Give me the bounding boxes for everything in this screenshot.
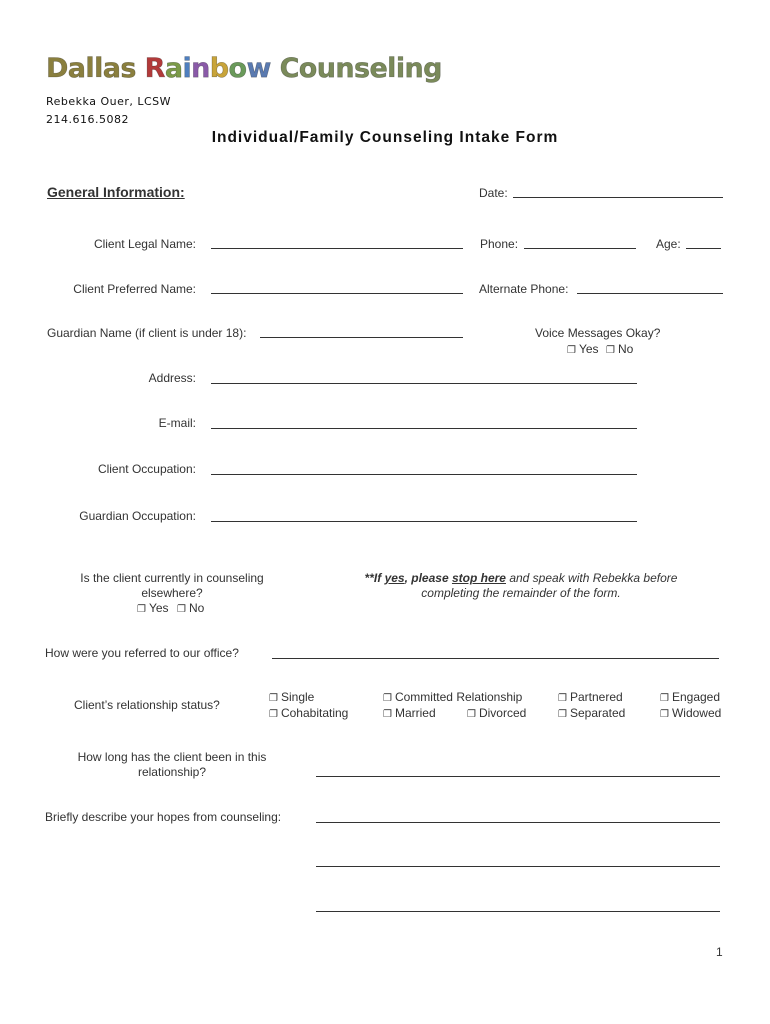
guardian-occupation-label: Guardian Occupation: [79,509,196,523]
status-cohabitating-option[interactable] [269,706,348,720]
note-suffix: and speak with Rebekka before [505,571,678,585]
voice-messages-label: Voice Messages Okay? [535,326,661,340]
status-separated-option[interactable] [558,706,625,720]
voice-no-label: No [617,342,634,356]
address-field[interactable] [211,383,637,384]
age-field[interactable] [686,248,721,249]
counseling-no-label: No [188,601,205,615]
status-committed-option[interactable] [383,690,522,704]
phone-label: Phone: [480,237,519,251]
status-married-label: Married [394,706,436,720]
relationship-label: Client’s relationship status? [74,698,220,712]
checkbox-icon[interactable]: ❐ [383,709,392,720]
checkbox-icon[interactable]: ❐ [660,709,669,720]
status-single-option[interactable] [269,690,314,704]
counseling-note [330,571,712,585]
counselor-name: Rebekka Ouer, LCSW [46,95,172,108]
occupation-field[interactable] [211,474,637,475]
checkbox-icon[interactable]: ❐ [269,709,278,720]
phone-field[interactable] [524,248,636,249]
checkbox-icon[interactable]: ❐ [567,345,576,356]
referred-field[interactable] [272,658,719,659]
logo-part: n [191,53,210,84]
hopes-field-line2[interactable] [316,866,720,867]
howlong-label-line2: relationship? [137,765,207,779]
status-committed-label: Committed Relationship [394,690,523,704]
logo-part: R [144,53,165,84]
counseling-question-line1: Is the client currently in counseling [80,571,264,585]
occupation-label: Client Occupation: [97,462,196,476]
alt-phone-field[interactable] [577,293,723,294]
checkbox-icon[interactable]: ❐ [269,693,278,704]
logo-part: Dallas [46,53,145,84]
counseling-question-line2: elsewhere? [141,586,203,600]
guardian-label: Guardian Name (if client is under 18): [47,326,247,340]
status-divorced-label: Divorced [478,706,527,720]
checkbox-icon[interactable]: ❐ [558,709,567,720]
age-label: Age: [656,237,681,251]
status-divorced-option[interactable] [467,706,526,720]
checkbox-icon[interactable]: ❐ [177,604,186,615]
howlong-field[interactable] [316,776,720,777]
preferred-name-field[interactable] [211,293,463,294]
note-stop-here: stop here [451,571,506,585]
checkbox-icon[interactable]: ❐ [558,693,567,704]
note-prefix: **If [364,571,385,585]
logo-part: b [209,53,229,84]
voice-yes-option[interactable] [567,342,599,356]
checkbox-icon[interactable]: ❐ [137,604,146,615]
checkbox-icon[interactable]: ❐ [383,693,392,704]
status-separated-label: Separated [569,706,626,720]
status-partnered-option[interactable] [558,690,623,704]
status-widowed-option[interactable] [660,706,721,720]
alt-phone-label: Alternate Phone: [479,282,569,296]
counseling-yes-option[interactable] [137,601,169,615]
section-heading: General Information: [47,184,185,200]
hopes-label: Briefly describe your hopes from counseling: [45,810,282,824]
status-single-label: Single [280,690,315,704]
status-engaged-label: Engaged [671,690,721,704]
address-label: Address: [148,371,196,385]
guardian-field[interactable] [260,337,463,338]
logo-part: o [228,53,247,84]
logo-part: a [164,53,183,84]
status-married-option[interactable] [383,706,436,720]
date-field[interactable] [513,197,723,198]
form-title: Individual/Family Counseling Intake Form [211,129,559,146]
checkbox-icon[interactable]: ❐ [467,709,476,720]
status-partnered-label: Partnered [569,690,623,704]
page-number: 1 [716,945,723,959]
counseling-yes-label: Yes [148,601,169,615]
company-logo [46,53,442,84]
status-cohabitating-label: Cohabitating [280,706,349,720]
logo-part: w [246,53,271,84]
status-widowed-label: Widowed [671,706,722,720]
guardian-occupation-field[interactable] [211,521,637,522]
counselor-phone: 214.616.5082 [46,113,129,126]
note-mid: , please [404,571,452,585]
checkbox-icon[interactable]: ❐ [606,345,615,356]
legal-name-label: Client Legal Name: [93,237,196,251]
hopes-field-line1[interactable] [316,822,720,823]
counseling-no-option[interactable] [177,601,204,615]
legal-name-field[interactable] [211,248,463,249]
howlong-label-line1: How long has the client been in this [77,750,267,764]
hopes-field-line3[interactable] [316,911,720,912]
note-yes: yes [384,571,405,585]
logo-part: Counseling [270,53,442,84]
email-label: E-mail: [158,416,196,430]
counseling-note-line2: completing the remainder of the form. [421,586,621,600]
referred-label: How were you referred to our office? [45,646,239,660]
preferred-name-label: Client Preferred Name: [73,282,196,296]
email-field[interactable] [211,428,637,429]
voice-no-option[interactable] [606,342,633,356]
date-label: Date: [479,186,508,200]
checkbox-icon[interactable]: ❐ [660,693,669,704]
status-engaged-option[interactable] [660,690,720,704]
logo-part: i [182,53,192,84]
voice-yes-label: Yes [578,342,599,356]
